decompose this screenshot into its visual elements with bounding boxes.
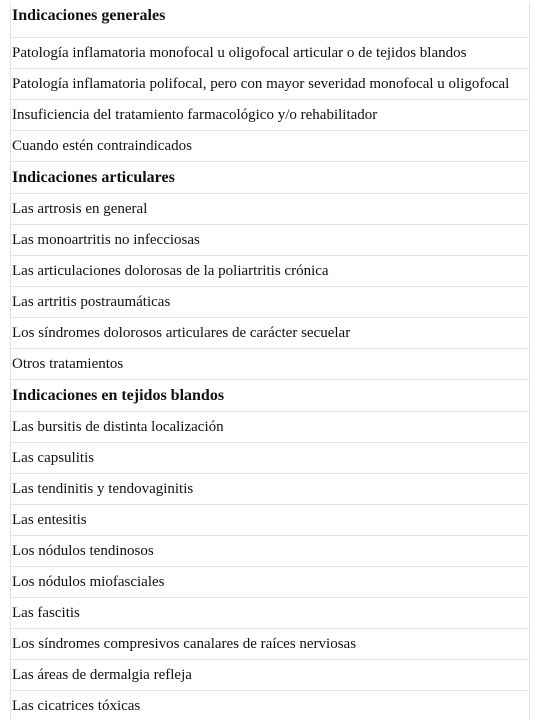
list-item: Las artrosis en general	[11, 194, 530, 225]
list-item: Las bursitis de distinta localización	[11, 412, 530, 443]
table-row	[11, 100, 530, 131]
table-row	[11, 629, 530, 660]
section-title: Indicaciones en tejidos blandos	[11, 380, 530, 412]
table-row	[11, 38, 530, 69]
list-item: Patología inflamatoria monofocal u oligofocal articular o de tejidos blandos	[11, 38, 530, 69]
table-row	[11, 660, 530, 691]
list-item: Patología inflamatoria polifocal, pero con mayor severidad monofocal u oligofocal	[11, 69, 530, 100]
list-item: Los nódulos miofasciales	[11, 567, 530, 598]
section-header-row	[11, 380, 530, 412]
section-header-row	[11, 162, 530, 194]
table-row	[11, 69, 530, 100]
table-row	[11, 225, 530, 256]
table-row	[11, 474, 530, 505]
table-row	[11, 318, 530, 349]
list-item: Las artritis postraumáticas	[11, 287, 530, 318]
table-row	[11, 505, 530, 536]
list-item: Otros tratamientos	[11, 349, 530, 380]
list-item: Cuando estén contraindicados	[11, 131, 530, 162]
table-row	[11, 349, 530, 380]
list-item: Las entesitis	[11, 505, 530, 536]
table-row	[11, 256, 530, 287]
list-item: Las fascitis	[11, 598, 530, 629]
list-item: Los síndromes compresivos canalares de raíces nerviosas	[11, 629, 530, 660]
table-row	[11, 598, 530, 629]
table-row	[11, 536, 530, 567]
table-row	[11, 567, 530, 598]
list-item: Las cicatrices tóxicas	[11, 691, 530, 720]
table-row	[11, 194, 530, 225]
list-item: Las monoartritis no infecciosas	[11, 225, 530, 256]
list-item: Insuficiencia del tratamiento farmacológico y/o rehabilitador	[11, 100, 530, 131]
table-row	[11, 443, 530, 474]
indications-table	[10, 2, 530, 720]
list-item: Las articulaciones dolorosas de la poliartritis crónica	[11, 256, 530, 287]
section-header-row	[11, 2, 530, 38]
list-item: Las capsulitis	[11, 443, 530, 474]
list-item: Las tendinitis y tendovaginitis	[11, 474, 530, 505]
list-item: Las áreas de dermalgia refleja	[11, 660, 530, 691]
table-row	[11, 412, 530, 443]
list-item: Los nódulos tendinosos	[11, 536, 530, 567]
table-row	[11, 691, 530, 720]
section-title: Indicaciones generales	[11, 2, 530, 38]
table-row	[11, 287, 530, 318]
section-title: Indicaciones articulares	[11, 162, 530, 194]
table-row	[11, 131, 530, 162]
list-item: Los síndromes dolorosos articulares de carácter secuelar	[11, 318, 530, 349]
